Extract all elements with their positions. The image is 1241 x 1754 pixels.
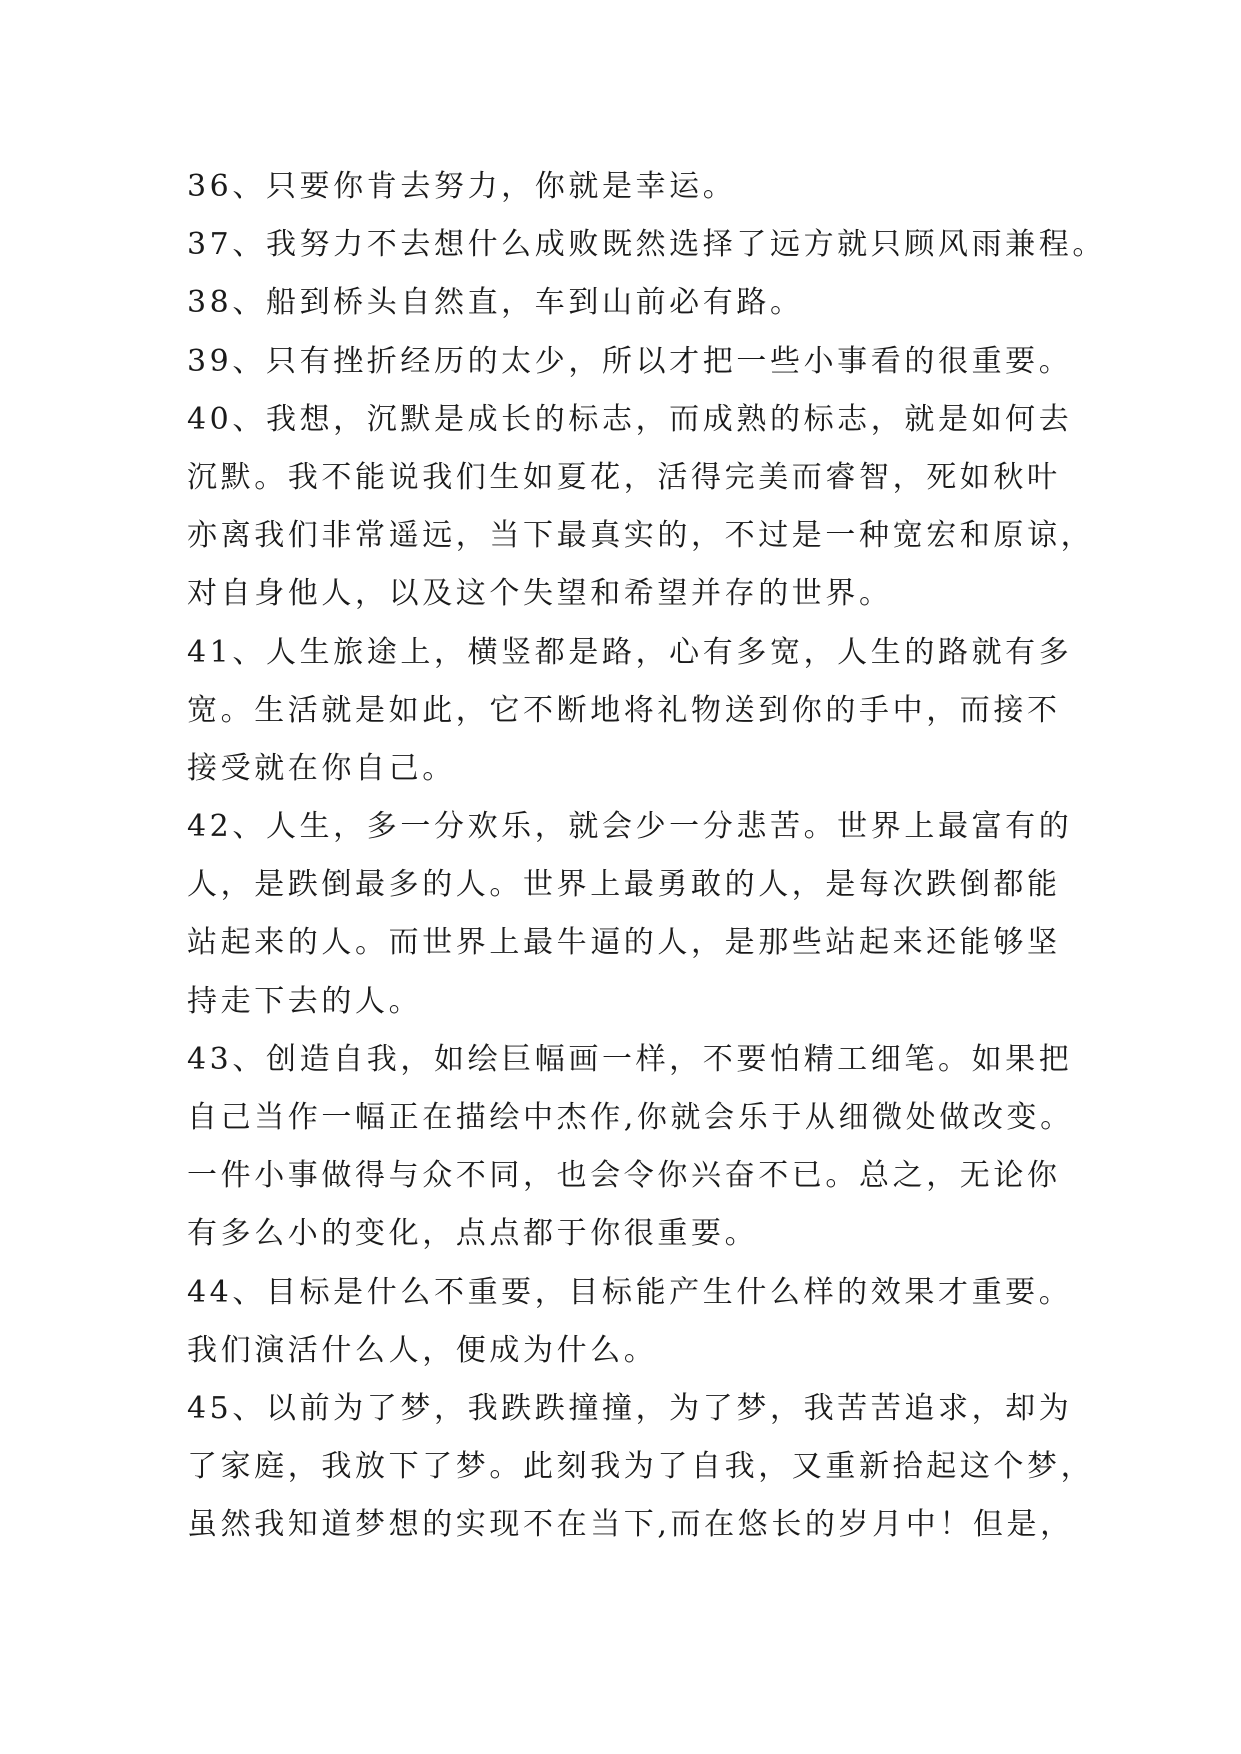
text-line: 有多么小的变化，点点都于你很重要。 — [187, 1216, 759, 1252]
text-line: 沉默。我不能说我们生如夏花，活得完美而睿智，死如秋叶 — [187, 459, 1061, 495]
text-line: 37、我努力不去想什么成败既然选择了远方就只顾风雨兼程。 — [187, 227, 1106, 263]
text-line: 42、人生，多一分欢乐，就会少一分悲苦。世界上最富有的 — [187, 809, 1073, 845]
text-line: 了家庭，我放下了梦。此刻我为了自我，又重新拾起这个梦， — [187, 1449, 1095, 1485]
text-line: 站起来的人。而世界上最牛逼的人，是那些站起来还能够坚 — [187, 925, 1061, 961]
text-line: 我们演活什么人，便成为什么。 — [187, 1332, 658, 1368]
text-line: 45、以前为了梦，我跌跌撞撞，为了梦，我苦苦追求，却为 — [187, 1390, 1073, 1426]
document-body — [187, 158, 1106, 1555]
text-line: 亦离我们非常遥远，当下最真实的，不过是一种宽宏和原谅， — [187, 518, 1095, 554]
text-line: 36、只要你肯去努力，你就是幸运。 — [187, 169, 737, 204]
text-line: 44、目标是什么不重要，目标能产生什么样的效果才重要。 — [187, 1274, 1073, 1310]
text-line: 虽然我知道梦想的实现不在当下,而在悠长的岁月中！但是， — [187, 1507, 1074, 1543]
text-line: 39、只有挫折经历的太少，所以才把一些小事看的很重要。 — [187, 343, 1073, 379]
text-line: 一件小事做得与众不同，也会令你兴奋不已。总之，无论你 — [187, 1158, 1061, 1194]
text-line: 对自身他人，以及这个失望和希望并存的世界。 — [187, 576, 893, 612]
text-line: 接受就在你自己。 — [187, 750, 456, 786]
text-line: 人，是跌倒最多的人。世界上最勇敢的人，是每次跌倒都能 — [187, 867, 1061, 903]
text-line: 宽。生活就是如此，它不断地将礼物送到你的手中，而接不 — [187, 692, 1061, 728]
text-line: 38、船到桥头自然直，车到山前必有路。 — [187, 285, 804, 321]
text-line: 40、我想，沉默是成长的标志，而成熟的标志，就是如何去 — [187, 401, 1073, 437]
text-line: 持走下去的人。 — [187, 983, 423, 1019]
text-line: 自己当作一幅正在描绘中杰作,你就会乐于从细微处做改变。 — [187, 1100, 1074, 1135]
text-line: 41、人生旅途上，横竖都是路，心有多宽，人生的路就有多 — [187, 634, 1073, 670]
text-line: 43、创造自我，如绘巨幅画一样，不要怕精工细笔。如果把 — [187, 1041, 1073, 1077]
